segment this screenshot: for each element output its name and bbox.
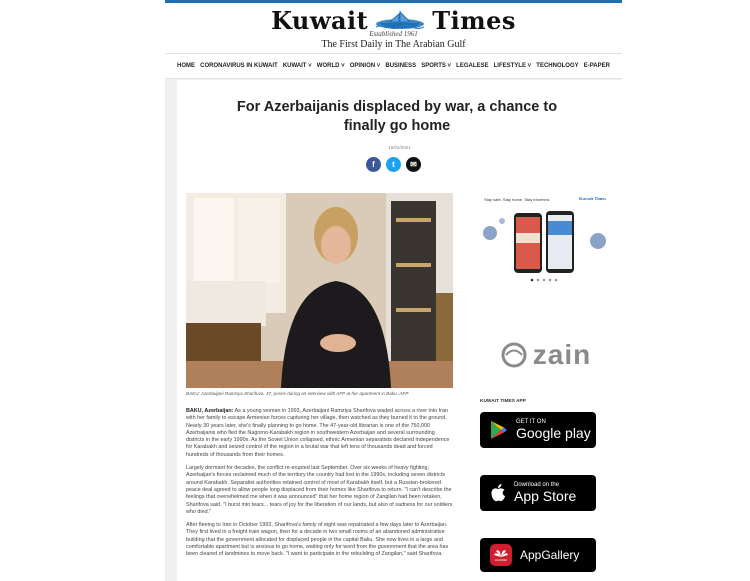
nav-sports[interactable]: SPORTS ˅ [421,63,452,69]
article-body [186,408,453,565]
tagline: The First Daily in The Arabian Gulf [321,39,466,50]
nav-opinion[interactable]: OPINION ˅ [349,63,381,69]
zain-logo-text: zain [532,339,592,370]
huawei-icon [490,544,512,566]
nav-technology[interactable]: TECHNOLOGY [536,63,579,69]
paragraph-text: As a young woman in 1993, Azerbaijani Ramziya Sharifova waded across a river into Iran with her family to escape Armenian forces capturing her village, then watched as they burned it to the ground. Nearly 30 years later, she's finally planning to go home. The 47-year-old librarian is one of the 750,000 Azerbaijanis who fled the Nagorno-Karabakh region in southwestern Azerbaijan and several surrounding districts in the early 1990s. As the Soviet Union collapsed, ethnic Armenian separatists declared independence for Karabakh and seized control of the region in a brutal war that left tens of thousands dead and forced hundreds of thousands from their homes. [186,408,450,458]
sidebar [480,193,612,562]
facebook-icon[interactable]: f [366,157,381,172]
google-play-icon [490,420,508,440]
app-store-button[interactable] [480,475,596,511]
article-headline: For Azerbaijanis displaced by war, a chance to finally go home [236,99,558,134]
huawei-petals-icon [494,549,508,558]
masthead [165,3,622,53]
phone-mockup-icon [480,193,612,288]
article-dateline: BAKU, Azerbaijan: [186,408,234,414]
article-date: 16/04/2021 [388,145,411,150]
google-play-small: GET IT ON [516,419,546,425]
share-buttons [366,157,421,172]
nav-epaper[interactable]: E-PAPER [583,63,610,69]
google-play-text [516,419,591,441]
app-gallery-button[interactable] [480,538,596,572]
established-line: Established 1961 [369,30,418,38]
ad-headline: Stay safe, Stay home, Stay informed. [484,197,551,202]
stay-safe-ad[interactable] [480,193,612,288]
google-play-button[interactable] [480,412,596,448]
email-icon[interactable]: ✉ [406,157,421,172]
logo-word-right: Times [432,5,516,35]
nav-legalese[interactable]: LEGALESE [456,63,489,69]
zain-ad[interactable] [480,325,612,385]
woman-portrait-image [186,193,453,388]
apple-icon [490,483,506,503]
app-gallery-text: AppGallery [520,548,580,562]
logo-word-left: Kuwait [271,5,369,35]
nav-lifestyle[interactable]: LIFESTYLE ˅ [493,63,532,69]
main-nav [165,53,622,79]
nav-kuwait[interactable]: KUWAIT ˅ [282,63,312,69]
nav-home[interactable]: HOME [177,63,195,69]
zain-swirl-icon [501,342,527,368]
ad-brand: Kuwait Times [579,196,606,201]
article-container [177,80,622,581]
nav-business[interactable]: BUSINESS [385,63,417,69]
app-section-label: KUWAIT TIMES APP [480,399,526,404]
app-store-small: Download on the [514,482,560,488]
article-paragraph [186,408,453,459]
photo-caption: BAKU: Azerbaijani Ramziya Sharifova, 47, poses during an interview with AFP at her apartment in Baku.-AFP [186,391,409,396]
twitter-icon[interactable]: t [386,157,401,172]
ship-logo-icon [374,9,426,31]
nav-coronavirus[interactable]: CORONAVIRUS IN KUWAIT [200,63,278,69]
page [165,0,622,581]
nav-world[interactable]: WORLD ˅ [316,63,345,69]
article-photo [186,193,453,388]
app-store-big: App Store [514,488,577,504]
huawei-small-label: HUAWEI [495,557,507,562]
article-paragraph: Largely dormant for decades, the conflict re-erupted last September. Over six weeks of heavy fighting, Azerbaijan's forces reclaimed much of the territory the country had lost in the 1990s, including seven districts around Karabakh. Separatist authorities retained control of most of Karabakh itself, but a Russian-brokered peace deal agreed to allow people long displaced from their homes like Sharifova to return. "I can't describe the feelings that overwhelmed me when it was announced" that her home region of Zangilan had been retaken, Sharifova said. "I burst into tears... tears of joy for the liberation of our lands, but also of sadness for our soldiers who died." [186,465,453,515]
google-play-big: Google play [516,425,591,441]
app-store-text [514,482,576,504]
article-paragraph: After fleeing to Iran in October 1993, Sharifova's family of eight was repatriated a few days later to Azerbaijan. They first lived in a freight train wagon, then for a decade in two small rooms of an abandoned administrative building that the government allocated for displaced people in the capital Baku. She now lives in a large and comfortable apartment but is anxious to go home, waiting only for word from the government that the area has been cleared of landmines to move back. "I want to participate in the rebuilding of Zangilan," said Sharifova. [186,522,449,558]
